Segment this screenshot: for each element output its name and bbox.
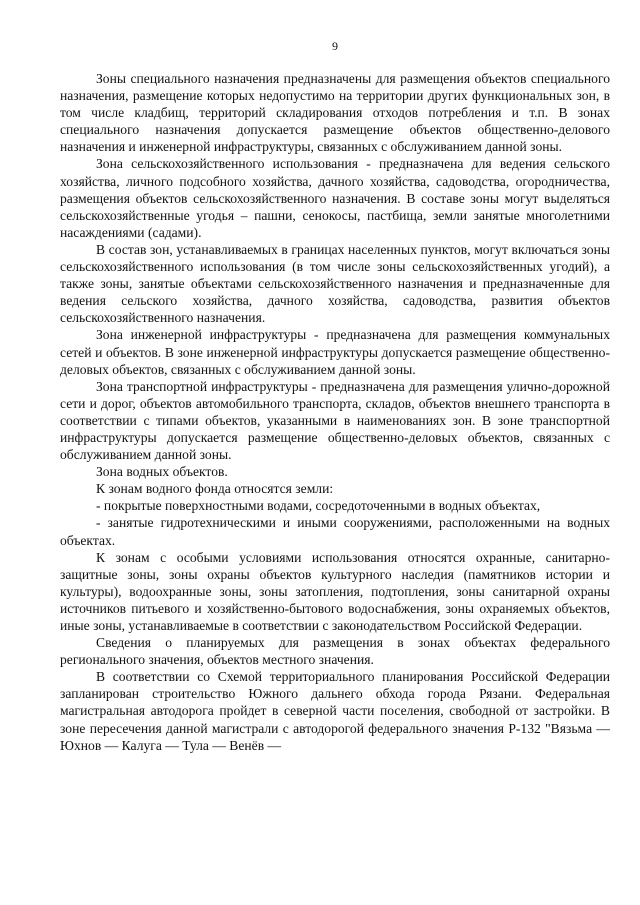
paragraph-planned-objects: Сведения о планируемых для размещения в зонах объектах федерального регионального значения, объектов местного значения. <box>60 635 610 668</box>
paragraph-transport-zone: Зона транспортной инфраструктуры - предназначена для размещения улично-дорожной сети и дорог, объектов автомобильного транспорта, складов, объектов внешнего транспорта в соответствии с типами объектов, указанными в наименованиях зон. В зоне транспортной инфраструктуры допускается размещение общественно-деловых объектов, связанных с обслуживанием данной зоны. <box>60 378 610 463</box>
list-item-hydro-structures: - занятые гидротехническими и иными сооружениями, расположенными на водных объектах. <box>60 515 610 548</box>
list-item-water-surface: - покрытые поверхностными водами, сосредоточенными в водных объектах, <box>96 498 541 514</box>
paragraph-agricultural-zone: Зона сельскохозяйственного использования - предназначена для ведения сельского хозяйства, личного подсобного хозяйства, дачного хозяйства, садоводства, огородничества, размещения объектов сельскохозяйственного назначения. В составе зоны могут выделяться сельскохозяйственные угодья – пашни, сенокосы, пастбища, земли занятые многолетними насаждениями (садами). <box>60 156 610 240</box>
page-number: 9 <box>332 39 338 53</box>
paragraph-settlement-zones: В состав зон, устанавливаемых в границах населенных пунктов, могут включаться зоны сельскохозяйственного использования (в том числе зоны сельскохозяйственных угодий), а также зоны, занятые объектами сельскохозяйственного назначения и предназначенные для ведения сельского хозяйства, дачного хозяйства, садоводства, развития объектов сельскохозяйственного назначения. <box>60 241 610 326</box>
paragraph-southern-bypass: В соответствии со Схемой территориального планирования Российской Федерации запланирован строительство Южного дальнего обхода города Рязани. Федеральная магистральная автодорога пройдет в северной части поселения, свободной от застройки. В зоне пересечения данной магистрали с автодорогой федерального значения Р-132 "Вязьма — Юхнов — Калуга — Тула — Венёв — <box>60 669 610 753</box>
paragraph-special-conditions: К зонам с особыми условиями использования относятся охранные, санитарно-защитные зоны, зоны охраны объектов культурного наследия (памятников истории и культуры), водоохранные зоны, зоны затопления, подтопления, зоны санитарной охраны источников питьевого и хозяйственно-бытового водоснабжения, зоны охраняемых объектов, иные зоны, устанавливаемые в соответствии с законодательством Российской Федерации. <box>60 549 610 633</box>
paragraph-special-zones: Зоны специального назначения предназначены для размещения объектов специального назначения, размещение которых недопустимо на территории других функциональных зон, в том числе кладбищ, территорий складирования отходов потребления и т.п. В зонах специального назначения допускается размещение объектов общественно-делового назначения и инженерной инфраструктуры, связанных с обслуживанием данной зоны. <box>60 71 610 155</box>
paragraph-water-fund-intro: К зонам водного фонда относятся земли: <box>96 481 334 497</box>
paragraph-engineering-zone: Зона инженерной инфраструктуры - предназначена для размещения коммунальных сетей и объектов. В зоне инженерной инфраструктуры допускается размещение общественно-деловых объектов, связанных с обслуживанием данной зоны. <box>60 327 610 377</box>
paragraph-water-zone-title: Зона водных объектов. <box>96 464 228 480</box>
